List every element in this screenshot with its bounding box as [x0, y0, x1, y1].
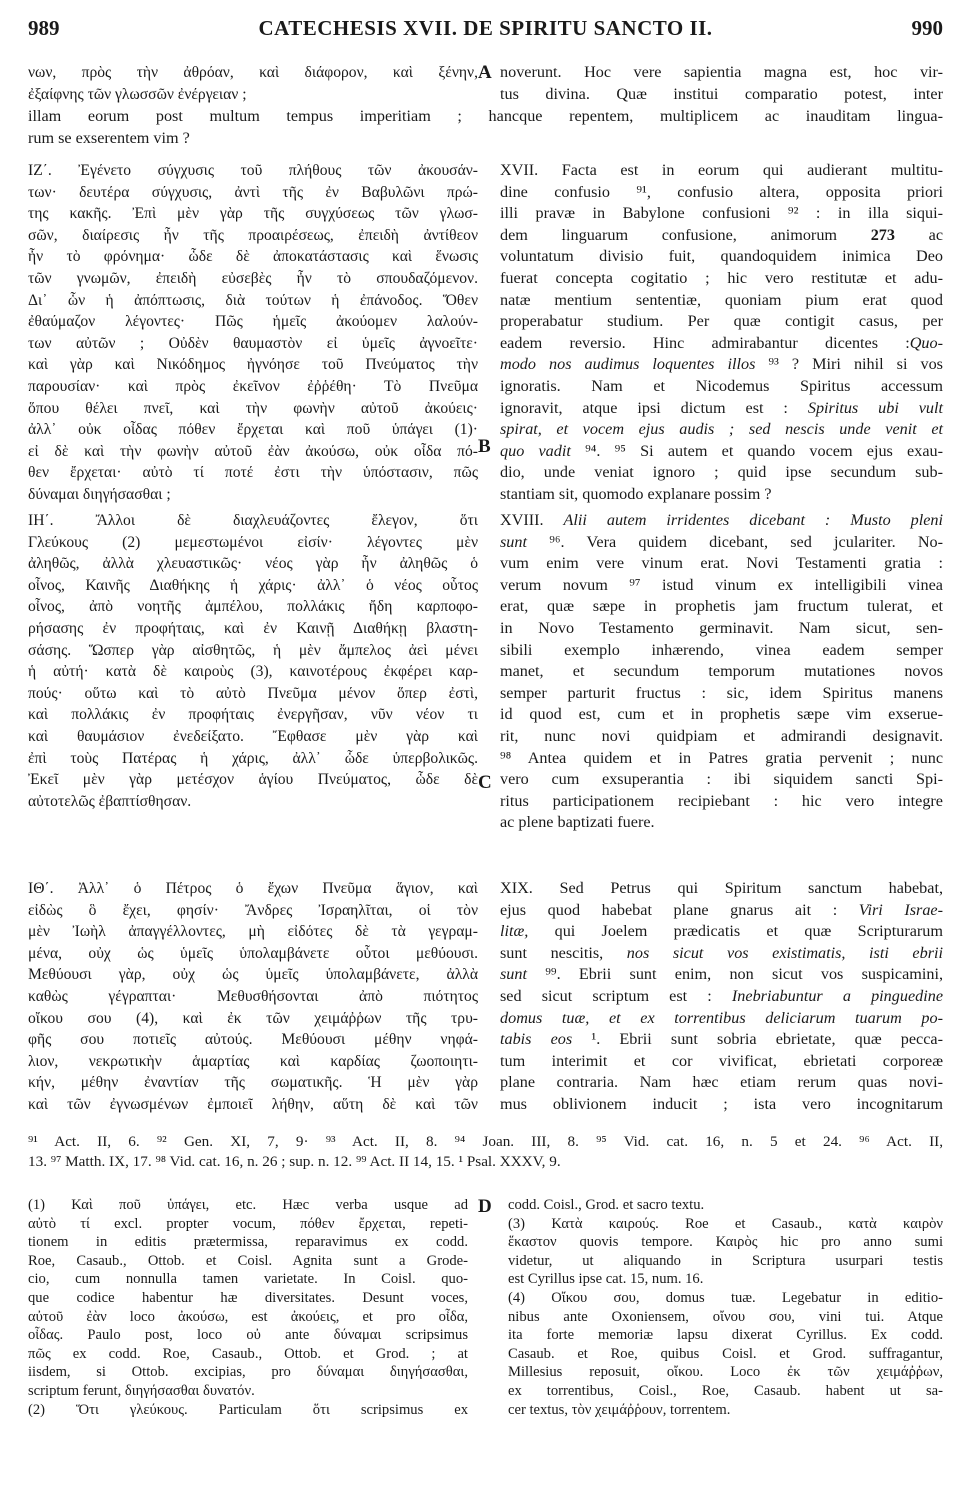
latin-text: ¹. Ebrii sunt sobria ebrietate, quæ pecca- [591, 1030, 943, 1049]
latin-line: ritus participationem recipiebant : hic vero integre [500, 791, 943, 810]
column-marker-d: D [478, 1196, 492, 1217]
greek-line: Δι᾿ ὧν ἡ ἀπόπτωσις, διὰ τούτων ἡ ἐπάνοδος. Ὅθεν [28, 291, 478, 309]
latin-italic: Quo- [909, 333, 943, 352]
latin-line: plane contraria. Nam hæc etiam rerum quas novi- [500, 1073, 943, 1092]
latin-italic: litæ, [500, 922, 529, 941]
latin-line [500, 964, 943, 986]
latin-line [500, 510, 943, 532]
latin-italic: quo vadit [500, 441, 571, 460]
greek-line: πούς· οὕτω καὶ τὸ αὐτὸ Πνεῦμα μένον ὅπερ ἐστὶ, [28, 684, 478, 702]
greek-line: Γλεύκους (2) μεμεστωμένοι εἰσίν· λέγοντες μὲν [28, 533, 478, 551]
latin-line [500, 900, 943, 922]
footnote-line: (1) Καὶ ποῦ ὑπάγει, etc. Hæc verba usque ad [28, 1197, 468, 1213]
greek-line: ἡ αὐτή· κατὰ δὲ καιροὺς (3), καινοτέρους ἐκφέρει καρ- [28, 663, 478, 681]
latin-line [500, 1008, 943, 1030]
page-header [28, 10, 943, 50]
greek-line: ἐθαύμαζον λέγοντες· Πῶς ἡμεῖς ἀκούομεν λαλούν- [28, 313, 478, 331]
greek-line: θεν ἔρχεται· αὐτὸ τί ποτέ ἐστι τὴν ὑπόστασιν, πῶς [28, 464, 478, 482]
footnotes-right [508, 1196, 943, 1419]
margin-number: 273 [870, 225, 895, 244]
footnote-line: Millesius reposuit, οἴκου. Loco ἐκ τῶν χειμάῤῥων, [508, 1364, 943, 1381]
latin-line: sibili exemplo inhærendo, vinea eadem semper [500, 640, 943, 659]
latin-line: dio, unde veniat ignoro ; quid ipse secundum sub- [500, 463, 943, 482]
footnote-line: ex torrentibus, Coisl., Roe, Casaub. habent ut sa- [508, 1382, 943, 1399]
latin-line: voluntatum divisio fuit, quandoquidem inimica Deo [500, 247, 943, 266]
latin-line: erat, quæ sæpe in prophetis jam fructum tulerat, et [500, 597, 943, 616]
scripture-references [28, 1132, 943, 1171]
greek-line: λιον, νεκρωτικὴν ἁμαρτίας καὶ καρδίας ζωοποιητι- [28, 1052, 478, 1070]
greek-line: κήν, μέθην ἐναντίαν τῆς σωματικῆς. Ἡ μὲν γὰρ [28, 1074, 478, 1092]
greek-section-19 [28, 878, 478, 1116]
latin-line [500, 921, 943, 943]
latin-line: verum novum ⁹⁷ istud vinum ex intelligibili vinea [500, 575, 943, 594]
latin-italic: Inebriabuntur a pinguedine [731, 986, 943, 1005]
latin-line: ignoratis. Nam et Nicodemus Spiritus accessum [500, 376, 943, 395]
greek-line: εἰ δὲ καὶ τὴν φωνὴν αὐτοῦ ἐὰν ἀκούσω, οὐκ οἶδα πό- [28, 442, 478, 460]
greek-line: καὶ πολλάκις ἐν προφήταις ἐνεργῆσαν, νῦν νέον τι [28, 706, 478, 724]
footnote-line: ita forte memoriæ lapsu dixerat Cyrillus. Ex codd. [508, 1327, 943, 1344]
latin-line: id quod est, cum et in prophetis sæpe vim exserue- [500, 705, 943, 724]
latin-text: ⁹³ ? Miri nihil si vos [768, 355, 943, 374]
latin-line: manet, et secundum temporum mutationes novos [500, 662, 943, 681]
greek-line: οἴκου σου (4), καὶ ἐκ τῶν χειμάῤῥων τῆς τρυ- [28, 1009, 478, 1027]
latin-text: ⁹⁶. Vera quidem dicebant, sed jculariter. No- [549, 532, 944, 551]
latin-text: qui Joelem prædicatis et quæ Scripturarum [554, 922, 943, 941]
latin-line [500, 441, 943, 463]
full-width-line: illam eorum post multum tempus imperitiam ; hancque repentem, multiplicem ac inauditam lingua- [28, 107, 943, 125]
latin-italic: Alii autem irridentes dicebant : Musto pleni [563, 511, 943, 529]
latin-line [500, 986, 943, 1008]
latin-text: ac [928, 225, 944, 244]
footnote-line: (4) Οἴκου σου, domus tuæ. Legebatur in editio- [508, 1289, 943, 1306]
footnote-line: cer textus, τὸν χειμάῤῥουν, torrentem. [508, 1401, 731, 1418]
greek-line: δύναμαι διηγήσασθαι ; [28, 485, 171, 503]
page-number-left: 989 [28, 16, 60, 40]
footnote-line: videtur, ut aliquando in Scriptura usurpari testis [508, 1252, 943, 1269]
greek-line: Ἐκεῖ μὲν γὰρ μετέσχον ἁγίου Πνεύματος, ὧδε δὲ [28, 771, 478, 789]
greek-line: τῶν γνωμῶν, ἐπειδὴ εὐσεβὲς ἦν τὸ σπουδαζόμενον. [28, 269, 478, 287]
latin-line [500, 225, 943, 247]
greek-section-18 [28, 510, 478, 812]
latin-line: XVII. Facta est in eorum qui audierant multitu- [500, 161, 943, 179]
footnote-line: (3) Κατὰ καιρούς. Roe et Casaub., κατὰ καιρὸν [508, 1215, 943, 1232]
footnote-line: Roe, Casaub., Ottob. et Coisl. Agnita sunt a Grode- [28, 1252, 468, 1269]
greek-line: Μεθύουσι γὰρ, οὐχ ὡς ὑμεῖς ὑπολαμβάνετε, ἀλλὰ [28, 966, 478, 984]
latin-line [500, 1029, 943, 1051]
greek-line: ἐπὶ τοὺς Πατέρας ἡ χάρις, ἀλλ᾿ ὧδε ὑπερβολικῶς. [28, 749, 478, 767]
footnote-line: αὐτὸ τί excl. propter vocum, πόθεν ἔρχεται, repeti- [28, 1215, 468, 1232]
greek-line: εἰδὼς ὃ ἔχει, φησίν· Ἄνδρες Ἰσραηλῖται, οἱ τὸν [28, 901, 478, 919]
latin-text: ⁹⁴. ⁹⁵ Si autem et quando vocem ejus exau- [585, 441, 943, 460]
latin-text: sunt nescitis, [500, 943, 604, 962]
greek-line: της κακῆς. Ἐπὶ μὲν γὰρ τῆς συγχύσεως τῶν γλωσ- [28, 205, 478, 223]
latin-line: vum enim vere vinum erat. Novi Testamenti gratia : [500, 554, 943, 573]
latin-line: stantiam sit, quomodo explanare possim ? [500, 484, 772, 503]
greek-line: μὲν Ἰωὴλ ἀπαγγέλλοντες, μὴ εἰδότες δὲ τὰ γεγραμ- [28, 923, 478, 941]
latin-italic: sunt [500, 965, 527, 984]
latin-text: ignoravit, atque ipsi dictum est : [500, 398, 788, 417]
greek-line: καὶ θαυμάσιον ἐνεδείξατο. Ἔφθασε μὲν γὰρ καὶ [28, 727, 478, 745]
footnotes-left [28, 1196, 468, 1419]
latin-text: ejus quod habebat plane gnarus ait : [500, 900, 838, 919]
latin-italic: domus tuæ, et ex torrentibus deliciarum tuarum po- [500, 1008, 943, 1027]
full-width-line: rum se exserentem vim ? [28, 129, 190, 147]
footnote-line: tionem in editis prætermissa, reparavimus ex codd. [28, 1234, 468, 1251]
latin-italic: Viri Israe- [858, 900, 944, 919]
greek-line: φῆς σου ποτιεῖς αὐτούς. Μεθύουσι μέθην νηφά- [28, 1031, 478, 1049]
latin-italic: Spiritus ubi vult [807, 398, 943, 417]
reference-line: 13. ⁹⁷ Matth. IX, 17. ⁹⁸ Vid. cat. 16, n. 26 ; sup. n. 12. ⁹⁹ Act. II 14, 15. ¹ Psal. XXXV, 9. [28, 1152, 561, 1170]
latin-line [500, 354, 943, 376]
greek-line: παρουσίαν· καὶ πρὸς ἐκεῖνον ἐῤῥέθη· Τὸ Πνεῦμα [28, 377, 478, 395]
reference-line: ⁹¹ Act. II, 6. ⁹² Gen. XI, 7, 9· ⁹³ Act. II, 8. ⁹⁴ Joan. III, 8. ⁹⁵ Vid. cat. 16, n. 5 et 24. ⁹⁶ Act. II, [28, 1133, 943, 1150]
greek-line: καθὼς γέγραπται· Μεθυσθήσονται ἀπὸ πιότητος [28, 987, 478, 1005]
footnote-line: codd. Coisl., Grod. et sacro textu. [508, 1197, 705, 1213]
greek-line: σάσης. Ὥσπερ γὰρ αἰσθητῶς, ἡ μὲν ἄμπελος ἀεὶ μένει [28, 641, 478, 659]
footnote-line: αὐτοῦ ἐὰν loco ἀκούσω, est ἀκούεις, et pro οἶδα, [28, 1308, 468, 1325]
latin-line: dine confusio ⁹¹, confusio altera, opposita priori [500, 182, 943, 201]
greek-line: των· δευτέρα σύγχυσις, ἀντὶ τῆς ἐν Βαβυλῶνι πρώ- [28, 183, 478, 201]
latin-text: sed sicut scriptum est : [500, 986, 712, 1005]
footnote-line: est Cyrillus ipse cat. 15, num. 16. [508, 1271, 704, 1288]
latin-line [500, 532, 943, 554]
footnote-line: Casaub. et Roe, quibus Coisl. et Grod. suffragantur, [508, 1345, 943, 1362]
latin-line: tum interimit et cor vivificat, ebrietati corporeæ [500, 1051, 943, 1070]
footnote-line: cio, cum nonnulla tamen varietate. In Coisl. quo- [28, 1271, 468, 1288]
latin-section-18 [500, 510, 943, 834]
greek-line: ΙΗ΄. Ἄλλοι δὲ διαχλευάζοντες ἔλεγον, ὅτι [28, 512, 478, 529]
latin-text: ⁹⁹. Ebrii sunt enim, non sicut vos suspicamini, [545, 965, 944, 984]
latin-text: dem linguarum confusione, animorum [500, 225, 838, 244]
footnote-line: que codice habentur hæ diversitates. Desunt voces, [28, 1289, 468, 1306]
footnote-line: scriptum ferunt, διηγήσασθαι δυνατόν. [28, 1382, 255, 1399]
latin-section-17 [500, 160, 943, 506]
page-number-right: 990 [911, 16, 943, 40]
footnote-line: πῶς ex codd. Roe, Casaub., Ottob. et Grod. ; at [28, 1345, 468, 1362]
footnote-line: nibus ante Oxoniensem, οἴνου σου, vini tui. Atque [508, 1308, 943, 1325]
greek-line: νων, πρὸς τὴν ἀθρόαν, καὶ διάφορον, καὶ ξένην, [28, 64, 478, 81]
footnote-line: (2) Ὅτι γλεύκους. Particulam ὅτι scripsimus ex [28, 1401, 468, 1418]
latin-line: natæ mentium sententiæ, quoniam pium erat quod [500, 290, 943, 309]
footnote-line: οἶδας. Paulo post, loco οὐ ante δύναμαι scripsimus [28, 1327, 468, 1344]
greek-line: οἶνος, Καινῆς Διαθήκης ἡ χάρις· ἀλλ᾿ ὁ νέος οὗτος [28, 576, 478, 594]
footnote-line: iisdem, si Ottob. excipias, pro δύναμαι διηγήσασθαι, [28, 1364, 468, 1381]
greek-line: μένα, οὐχ ὡς ὑμεῖς ὑπολαμβάνετε οὗτοι μεθύουσι. [28, 944, 478, 962]
latin-section-19 [500, 878, 943, 1116]
latin-line: fuerat concepta cogitatio ; hic vero restitutæ et adu- [500, 268, 943, 287]
latin-italic: spirat, et vocem ejus audis ; sed nescis unde venit et [500, 420, 943, 439]
latin-line: rit, nunc novi quidpiam et admirandi designavit. [500, 726, 943, 745]
greek-line: ΙΘ΄. Ἀλλ᾿ ὁ Πέτρος ὁ ἔχων Πνεῦμα ἅγιον, καὶ [28, 880, 478, 897]
greek-line: οἶνος, ἀπὸ νοητῆς ἀμπέλου, πολλάκις ἤδη καρποφο- [28, 598, 478, 616]
latin-line: semper parturit fructus : sic, idem Spiritus manens [500, 683, 943, 702]
latin-line [500, 943, 943, 965]
latin-line: ac plene baptizati fuere. [500, 813, 655, 832]
greek-line: ἦν τὸ φρόνημα· ὧδε δὲ ἀποκατάστασις καὶ ἕνωσις [28, 248, 478, 266]
section-number: XVIII. [500, 511, 544, 529]
latin-italic: sunt [500, 532, 527, 551]
greek-line: σῶν, διαίρεσις ἦν τῆς προαιρέσεως, ἐπειδὴ ἀντίθεον [28, 226, 478, 244]
column-marker-b: B [478, 436, 491, 457]
latin-line [500, 398, 943, 420]
latin-line: noverunt. Hoc vere sapientia magna est, hoc vir- [500, 63, 943, 81]
greek-section-17 [28, 160, 478, 506]
column-marker-c: C [478, 772, 492, 793]
latin-line: illi pravæ in Babylone confusioni ⁹² : in illa siqui- [500, 204, 943, 223]
latin-italic: tabis eos [500, 1030, 573, 1049]
latin-line: mus oblivionem inducit ; ista vero incognitarum [500, 1094, 943, 1113]
greek-line: ἀληθῶς, ἀλλὰ χλευαστικῶς· νέος γὰρ ἦν ἀληθῶς ὁ [28, 555, 478, 573]
greek-line: αὐτοτελῶς ἐβαπτίσθησαν. [28, 792, 192, 810]
greek-line: ἐξαίφνης τῶν γλωσσῶν ἐνέργειαν ; [28, 86, 247, 103]
greek-line: καὶ τῶν ἐγνωσμένων ἐμποιεῖ λήθην, αὕτη δὲ καὶ τῶν [28, 1095, 478, 1113]
latin-line [500, 333, 943, 355]
latin-line [500, 419, 943, 441]
latin-line: XIX. Sed Petrus qui Spiritum sanctum habebat, [500, 879, 943, 897]
latin-text: eadem reversio. Hinc admirabantur dicentes : [500, 333, 910, 352]
column-marker-a: A [478, 62, 492, 83]
greek-line: ΙΖ΄. Ἐγένετο σύγχυσις τοῦ πλήθους τῶν ἀκουσάν- [28, 162, 478, 179]
greek-line: ἀλλ᾿ οὐκ οἶδας πόθεν ἔρχεται καὶ ποῦ ὑπάγει (1)· [28, 421, 478, 439]
footnote-line: ἕκαστον quovis tempore. Καιρὸς hic pro anno sumi [508, 1234, 943, 1251]
latin-italic: modo nos audimus loquentes illos [500, 355, 756, 374]
greek-line: καὶ γὰρ καὶ Νικόδημος ἠγνόησε τοῦ Πνεύματος τὴν [28, 356, 478, 374]
running-title: CATECHESIS XVII. DE SPIRITU SANCTO II. [258, 16, 713, 40]
latin-line: in Novo Testamento germinavit. Nam sicut, sen- [500, 618, 943, 637]
greek-line: των αὐτῶν ; Οὐδὲν θαυμαστὸν εἰ ὑμεῖς ἀγνοεῖτε· [28, 334, 478, 352]
latin-line: ⁹⁸ Antea quidem et in Patres gratia pervenit ; nunc [500, 748, 943, 767]
latin-italic: nos sicut vos existimatis, isti ebrii [626, 943, 944, 962]
latin-line: vero cum exsuperantia : ibi siquidem sancti Spi- [500, 770, 943, 789]
greek-line: ρήσασης ἐν προφήταις, καὶ ἐν Καινῇ Διαθήκῃ βλαστη- [28, 619, 478, 637]
latin-line: properabatur studium. Per quæ contigit casus, per [500, 312, 943, 331]
latin-line: tus divina. Quæ institui comparatio potest, inter [500, 85, 943, 103]
greek-line: ὅπου θέλει πνεῖ, καὶ τὴν φωνὴν αὐτοῦ ἀκούεις· [28, 399, 478, 417]
